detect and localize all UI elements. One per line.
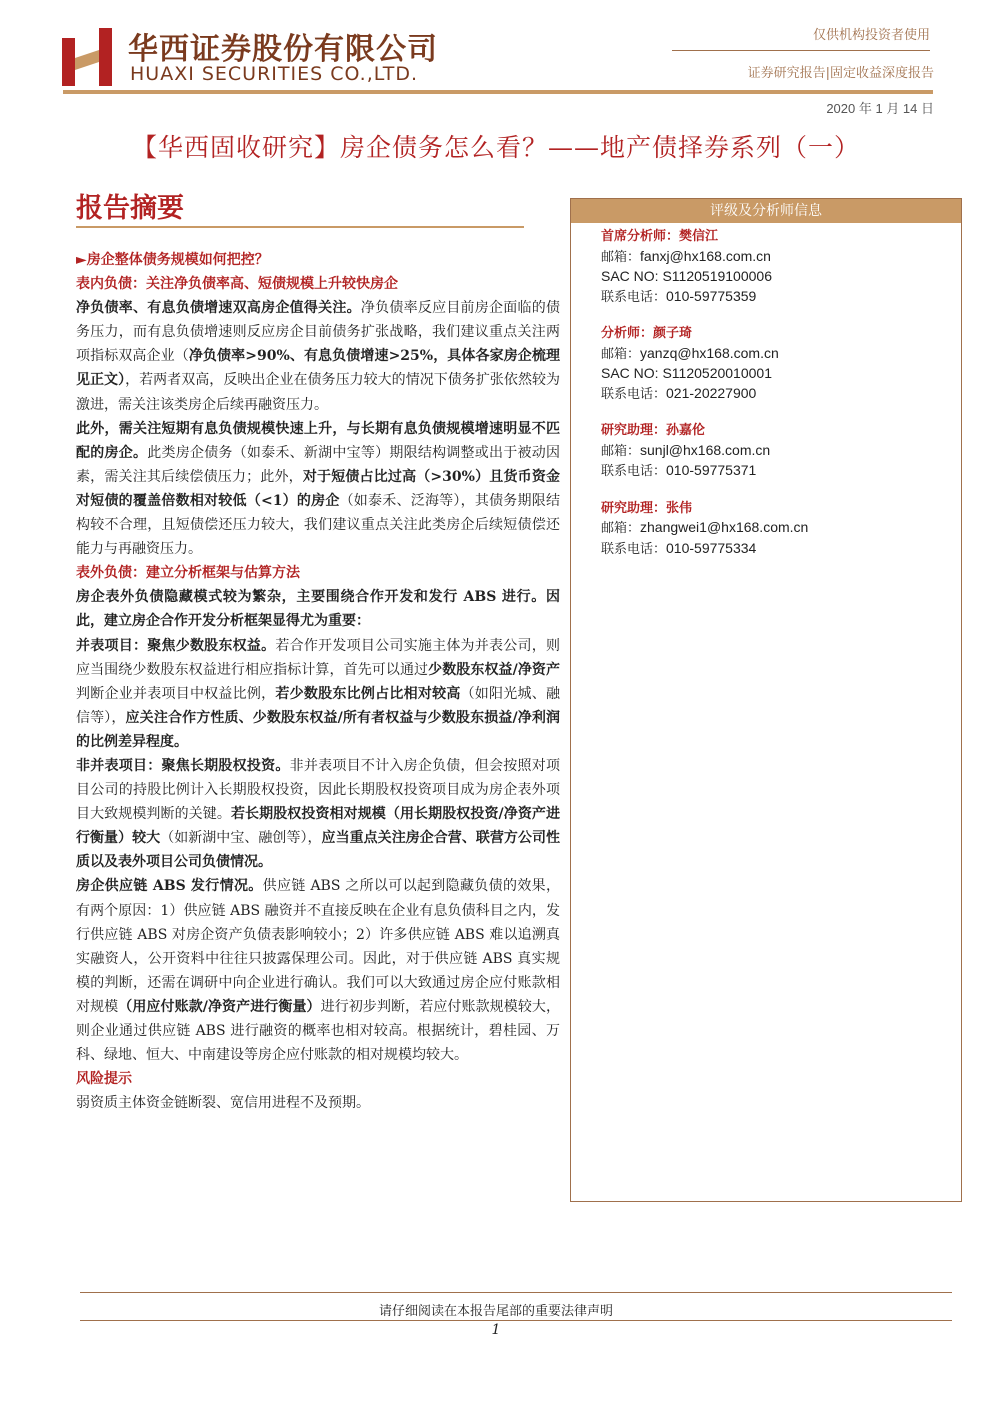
footer-divider xyxy=(80,1292,952,1293)
text: （如阳光城、融信等）， xyxy=(76,685,561,726)
phone-number: 010-59775334 xyxy=(666,539,757,556)
analyst-email-link[interactable]: yanzq@hx168.com.cn xyxy=(640,344,779,361)
bold-text: 对于短债占比过高（>30%）且货币资金对短债的覆盖倍数相对较低（<1）的房企 xyxy=(76,468,561,509)
bold-text: 净负债率>90%、有息负债增速>25%，具体各家房企梳理见正文） xyxy=(76,348,561,389)
paragraph xyxy=(76,874,560,1067)
email-label: 邮箱： xyxy=(601,346,641,362)
report-date: 2020 年 1 月 14 日 xyxy=(826,101,934,116)
report-title: 【华西固收研究】房企债务怎么看？——地产债择券系列（一） xyxy=(131,133,860,162)
sac-number: S1120520010001 xyxy=(662,365,772,381)
summary-body xyxy=(76,248,560,1115)
analyst-email-link[interactable]: fanxj@hx168.com.cn xyxy=(640,247,771,264)
text: 若合作开发项目公司实施主体为并表公司，则应当围绕少数股东权益进行相应指标计算，首先可以通过 xyxy=(76,637,561,678)
phone-label: 联系电话： xyxy=(601,289,667,305)
page-number: 1 xyxy=(491,1322,501,1338)
analyst-email-row xyxy=(601,518,951,539)
sac-label: SAC NO: xyxy=(601,365,659,381)
phone-label: 联系电话： xyxy=(601,464,667,479)
phone-label: 联系电话： xyxy=(601,386,667,402)
company-name-cn: 华西证券股份有限公司 xyxy=(128,32,438,67)
text: （如新湖中宝、融创等）， xyxy=(160,830,322,847)
text: ，若两者双高，反映出企业在债务压力较大的情况下债务扩张依然较为激进，需关注该类房企后续再融资压力。 xyxy=(76,372,561,413)
text: 非并表项目不计入房企负债，但会按照对项目公司的持股比例计入长期股权投资，因此长期股权投资项目成为房企表外项目大致规模判断的关键。 xyxy=(76,757,561,823)
paragraph xyxy=(76,754,560,874)
report-type: 证券研究报告|固定收益深度报告 xyxy=(747,66,934,81)
risk-text: 弱资质主体资金链断裂、宽信用进程不及预期。 xyxy=(76,1095,370,1112)
bold-text: 此外，需关注短期有息负债规模快速上升，与长期有息负债规模增速明显不匹配的房企。 xyxy=(76,420,560,461)
bold-text: 非并表项目：聚焦长期股权投资。 xyxy=(76,757,290,774)
analyst-sac-row xyxy=(601,364,951,384)
sac-label: SAC NO: xyxy=(601,268,659,284)
email-label: 邮箱： xyxy=(601,443,641,459)
phone-number: 010-59775371 xyxy=(666,462,757,478)
analyst-email-link[interactable]: zhangwei1@hx168.com.cn xyxy=(640,519,809,535)
header-band xyxy=(63,90,933,94)
email-label: 邮箱： xyxy=(601,249,641,265)
phone-number: 021-20227900 xyxy=(666,384,757,401)
company-name-en: HUAXI SECURITIES CO.,LTD. xyxy=(130,63,418,85)
bold-text: 并表项目：聚焦少数股东权益。 xyxy=(76,637,276,654)
huaxi-logo-icon xyxy=(62,28,112,86)
analyst-role: 首席分析师：樊信江 xyxy=(601,229,719,244)
section-heading-offbalance: 表外负债：建立分析框架与估算方法 xyxy=(76,565,300,582)
bold-text: 少数股东权益/净资产 xyxy=(428,661,560,678)
text: （如泰禾、泛海等），其债务期限结构较不合理，且短债偿还压力较大，我们建议重点关注此类房企后续短债偿还能力与再融资压力。 xyxy=(76,492,560,558)
analyst-email-row xyxy=(601,441,951,462)
analyst-phone-row xyxy=(601,461,951,482)
text: 判断企业并表项目中权益比例， xyxy=(76,685,276,702)
sac-number: S1120519100006 xyxy=(662,268,772,284)
text: 供应链 ABS 之所以可以起到隐藏负债的效果，有两个原因：1）供应链 ABS 融资并不直接反映在企业有息负债科目之内，发行供应链 ABS 对房企资产负债表影响较小；2）许多供应链 ABS 难以追溯真实融资人，公开资料中往往只披露保理公司。因此，对于供应链 ABS 真实规模的判断，还需在调研中向企业进行确认。我们可以大致通过房企应付账款相对规模 xyxy=(76,878,560,1015)
audience-notice: 仅供机构投资者使用 xyxy=(812,28,930,43)
email-label: 邮箱： xyxy=(601,521,641,536)
question-heading: ►房企整体债务规模如何把控？ xyxy=(76,252,269,268)
bold-text: 若长期股权投资相对规模（用长期股权投资/净资产进行衡量）较大 xyxy=(76,806,560,847)
phone-number: 010-59775359 xyxy=(666,287,757,304)
bold-text: 净负债率、有息负债增速双高房企值得关注。 xyxy=(76,300,361,317)
analyst-phone-row xyxy=(601,287,951,308)
analyst-phone-row xyxy=(601,384,951,405)
analyst-phone-row xyxy=(601,539,951,560)
bold-text: 应当重点关注房企合营、联营方公司性质以及表外项目公司负债情况。 xyxy=(76,830,561,871)
footer-divider xyxy=(80,1320,952,1321)
section-heading-onbalance: 表内负债：关注净负债率高、短债规模上升较快房企 xyxy=(76,276,398,293)
paragraph xyxy=(76,585,560,633)
summary-heading: 报告摘要 xyxy=(76,193,184,224)
paragraph xyxy=(76,296,560,416)
analyst-list xyxy=(601,227,951,559)
header-divider xyxy=(672,50,930,51)
text: 净负债率反应目前房企面临的债务压力，而有息负债增速则反应房企目前债务扩张战略，我们建议重点关注两项指标双高企业（ xyxy=(76,300,561,365)
summary-divider xyxy=(76,226,524,228)
analyst-role: 研究助理：孙嘉伦 xyxy=(601,423,706,438)
bold-text: 房企供应链 ABS 发行情况。 xyxy=(76,878,263,895)
analyst-info-box xyxy=(570,198,962,1202)
analyst-email-row xyxy=(601,344,951,365)
analyst-email-row xyxy=(601,247,951,268)
bold-text: 房企表外负债隐藏模式较为繁杂，主要围绕合作开发和发行 ABS 进行。因此，建立房企合作开发分析框架显得尤为重要： xyxy=(76,589,560,630)
bold-text: （用应付账款/净资产进行衡量） xyxy=(118,998,321,1015)
analyst-role: 研究助理：张伟 xyxy=(601,500,693,516)
text: 进行初步判断，若应付账款规模较大，则企业通过供应链 ABS 进行融资的概率也相对较高。根据统计，碧桂园、万科、绿地、恒大、中南建设等房企应付账款的相对规模均较大。 xyxy=(76,998,561,1064)
analyst-sac-row xyxy=(601,267,951,287)
analyst-role: 分析师：颜子琦 xyxy=(601,326,693,341)
phone-label: 联系电话： xyxy=(601,541,667,557)
paragraph xyxy=(76,417,560,562)
paragraph xyxy=(76,634,560,754)
analyst-box-heading: 评级及分析师信息 xyxy=(571,199,961,223)
analyst-email-link[interactable]: sunjl@hx168.com.cn xyxy=(640,441,771,458)
risk-heading: 风险提示 xyxy=(76,1071,132,1088)
text: 此类房企债务（如泰禾、新湖中宝等）期限结构调整或出于被动因素，需关注其后续偿债压力；此外， xyxy=(76,444,561,485)
bold-text: 若少数股东比例占比相对较高 xyxy=(275,685,461,702)
bold-text: 应关注合作方性质、少数股东权益/所有者权益与少数股东损益/净利润的比例差异程度。 xyxy=(76,709,560,750)
legal-notice: 请仔细阅读在本报告尾部的重要法律声明 xyxy=(378,1304,613,1319)
